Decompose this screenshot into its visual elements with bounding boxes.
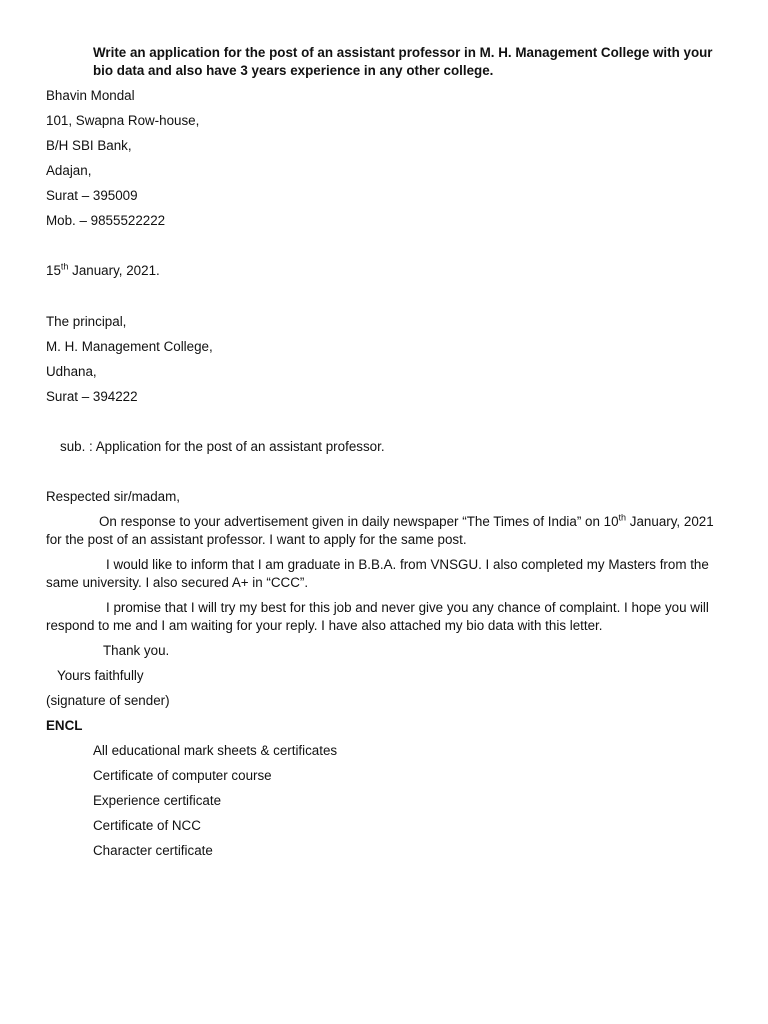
enclosure-item: All educational mark sheets & certificates xyxy=(93,743,338,758)
body-paragraph-1 xyxy=(46,513,718,549)
date-rest: January, 2021. xyxy=(68,263,160,278)
receiver-line-1: The principal, xyxy=(46,314,127,329)
sender-mobile: Mob. – 9855522222 xyxy=(46,213,166,228)
sender-address-line-1: 101, Swapna Row-house, xyxy=(46,113,200,128)
body-paragraph-2: I would like to inform that I am graduate in B.B.A. from VNSGU. I also completed my Masters from the same university. I also secured A+ in “CCC”. xyxy=(46,557,709,590)
receiver-line-2: M. H. Management College, xyxy=(46,339,213,354)
enclosure-item: Certificate of computer course xyxy=(93,768,272,783)
enclosure-item: Experience certificate xyxy=(93,793,222,808)
sender-address-line-4: Surat – 395009 xyxy=(46,188,138,203)
sender-address-line-2: B/H SBI Bank, xyxy=(46,138,132,153)
enclosure-item: Certificate of NCC xyxy=(93,818,201,833)
p1-text-b: January, 2021 for the post of an assistant professor. I want to apply for the same post. xyxy=(46,514,714,547)
p1-sup: th xyxy=(618,512,627,523)
receiver-line-3: Udhana, xyxy=(46,364,97,379)
question-heading: Write an application for the post of an assistant professor in M. H. Management College with your bio data and also have 3 years experience in any other college. xyxy=(93,45,713,78)
subject-line: sub. : Application for the post of an assistant professor. xyxy=(60,439,385,454)
closing: Yours faithfully xyxy=(57,668,144,683)
date-suffix: th xyxy=(60,261,69,272)
thank-you: Thank you. xyxy=(103,643,170,658)
receiver-line-4: Surat – 394222 xyxy=(46,389,138,404)
enclosure-label: ENCL xyxy=(46,718,83,733)
salutation: Respected sir/madam, xyxy=(46,489,180,504)
signature: (signature of sender) xyxy=(46,693,170,708)
date-day: 15 xyxy=(46,263,61,278)
letter-date xyxy=(46,262,160,280)
sender-name: Bhavin Mondal xyxy=(46,88,135,103)
enclosure-item: Character certificate xyxy=(93,843,213,858)
body-paragraph-3: I promise that I will try my best for this job and never give you any chance of complaint. I hope you will respond to me and I am waiting for your reply. I have also attached my bio data with this letter. xyxy=(46,600,709,633)
p1-text-a: On response to your advertisement given in daily newspaper “The Times of India” on 10 xyxy=(99,514,619,529)
sender-address-line-3: Adajan, xyxy=(46,163,92,178)
